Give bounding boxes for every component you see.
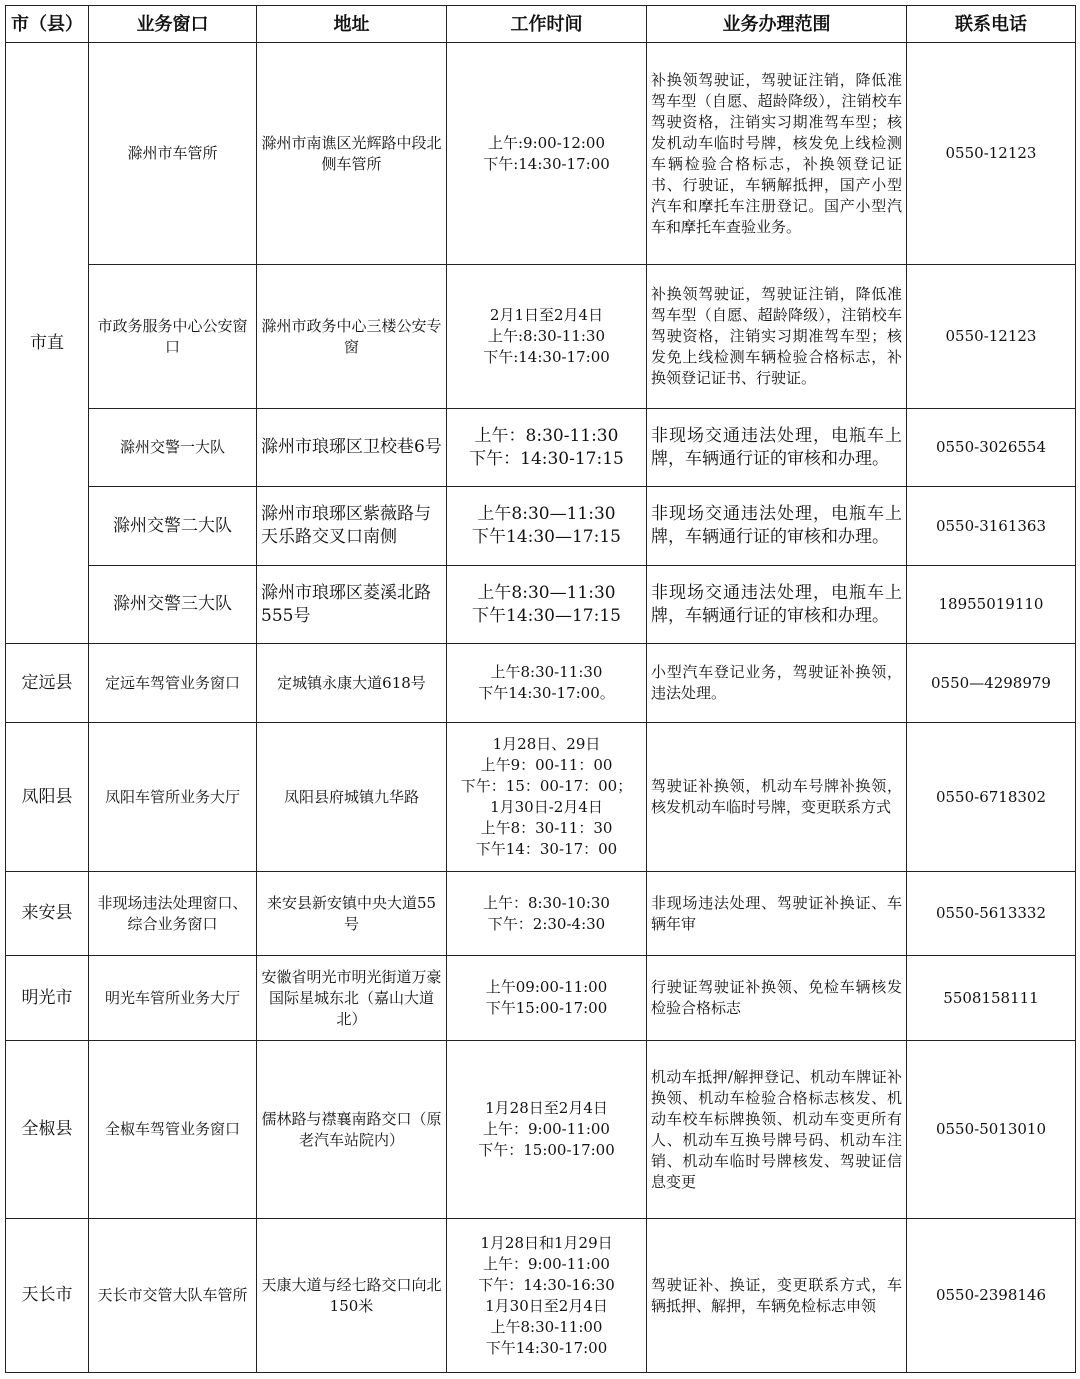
phone-cell: 0550—4298979 <box>907 644 1076 723</box>
hours-line: 上午8:30—11:30 <box>477 582 616 603</box>
address-cell: 滁州市琅琊区菱溪北路555号 <box>257 566 447 644</box>
hours-line: 下午：2:30-4:30 <box>487 914 606 933</box>
region-cell-mingguang: 明光市 <box>6 956 89 1041</box>
scope-cell: 补换领驾驶证，驾驶证注销，降低准驾车型（自愿、超龄降级），注销校车驾驶资格，注销实习期准驾车型；核发机动车临时号牌，核发免上线检测车辆检验合格标志，补换领登记证书、行驶证，车辆解抵押，国产小型汽车和摩托车注册登记。国产小型汽车和摩托车查验业务。 <box>647 43 907 265</box>
page <box>5 5 1076 1373</box>
phone-cell: 0550-3026554 <box>907 409 1076 487</box>
scope-cell: 非现场交通违法处理，电瓶车上牌，车辆通行证的审核和办理。 <box>647 487 907 566</box>
hours-cell <box>447 487 647 566</box>
scope-cell: 非现场违法处理、驾驶证补换证、车辆年审 <box>647 872 907 956</box>
hours-cell <box>447 723 647 872</box>
address-cell: 滁州市琅琊区卫校巷6号 <box>257 409 447 487</box>
region-cell-quanjiao: 全椒县 <box>6 1041 89 1219</box>
header-phone: 联系电话 <box>907 6 1076 43</box>
header-region: 市（县） <box>6 6 89 43</box>
region-cell-fengyang: 凤阳县 <box>6 723 89 872</box>
address-cell: 安徽省明光市明光街道万豪国际星城东北（嘉山大道北） <box>257 956 447 1041</box>
address-cell: 儒林路与襟襄南路交口（原老汽车站院内） <box>257 1041 447 1219</box>
hours-cell <box>447 265 647 409</box>
hours-line: 上午:8:30-11:30 <box>487 327 606 345</box>
hours-line: 2月1日至2月4日 <box>489 306 604 324</box>
window-cell: 凤阳车管所业务大厅 <box>89 723 257 872</box>
hours-cell <box>447 409 647 487</box>
scope-cell: 非现场交通违法处理，电瓶车上牌，车辆通行证的审核和办理。 <box>647 566 907 644</box>
address-cell: 定城镇永康大道618号 <box>257 644 447 723</box>
table-row <box>6 956 1076 1041</box>
hours-line: 上午:9:00-12:00 <box>487 133 606 152</box>
header-window: 业务窗口 <box>89 6 257 43</box>
hours-line: 1月28日和1月29日 <box>480 1233 613 1252</box>
hours-line: 上午：9:00-11:00 <box>483 1120 610 1138</box>
table-row <box>6 487 1076 566</box>
scope-cell: 补换领驾驶证，驾驶证注销，降低准驾车型（自愿、超龄降级），注销校车驾驶资格，注销实习期准驾车型；核发免上线检测车辆检验合格标志，补换领登记证书、行驶证。 <box>647 265 907 409</box>
scope-cell: 机动车抵押/解押登记、机动车牌证补换领、机动车检验合格标志核发、机动车校车标牌换领、机动车变更所有人、机动车互换号牌号码、机动车注销、机动车临时号牌核发、驾驶证信息变更 <box>647 1041 907 1219</box>
hours-line: 1月30日-2月4日 <box>490 798 603 816</box>
region-cell-laian: 来安县 <box>6 872 89 956</box>
phone-cell: 0550-5013010 <box>907 1041 1076 1219</box>
window-cell: 定远车驾管业务窗口 <box>89 644 257 723</box>
window-cell: 全椒车驾管业务窗口 <box>89 1041 257 1219</box>
address-cell: 滁州市琅琊区紫薇路与天乐路交叉口南侧 <box>257 487 447 566</box>
phone-cell: 0550-2398146 <box>907 1219 1076 1373</box>
scope-cell: 驾驶证补换领，机动车号牌补换领，核发机动车临时号牌，变更联系方式 <box>647 723 907 872</box>
hours-cell <box>447 43 647 265</box>
window-cell: 天长市交管大队车管所 <box>89 1219 257 1373</box>
window-cell: 市政务服务中心公安窗口 <box>89 265 257 409</box>
phone-cell: 5508158111 <box>907 956 1076 1041</box>
hours-line: 上午9：00-11：00 <box>480 756 613 774</box>
region-cell-shizhi: 市直 <box>6 43 89 644</box>
hours-cell <box>447 644 647 723</box>
address-cell: 滁州市南谯区光辉路中段北侧车管所 <box>257 43 447 265</box>
phone-cell: 0550-12123 <box>907 43 1076 265</box>
hours-line: 下午：15:00-17:00 <box>478 1141 615 1159</box>
scope-cell: 行驶证驾驶证补换领、免检车辆核发检验合格标志 <box>647 956 907 1041</box>
hours-line: 下午:14:30-17:00 <box>483 154 610 173</box>
address-cell: 凤阳县府城镇九华路 <box>257 723 447 872</box>
region-cell-dingyuan: 定远县 <box>6 644 89 723</box>
hours-line: 下午：15：00-17：00； <box>460 777 633 795</box>
hours-line: 上午8:30—11:30 <box>477 504 616 524</box>
address-cell: 天康大道与经七路交口向北150米 <box>257 1219 447 1373</box>
table-row <box>6 644 1076 723</box>
phone-cell: 0550-5613332 <box>907 872 1076 956</box>
hours-cell <box>447 1041 647 1219</box>
phone-cell: 0550-6718302 <box>907 723 1076 872</box>
hours-line: 上午：8:30-10:30 <box>483 893 610 912</box>
hours-line: 下午14:30—17:15 <box>472 605 621 626</box>
table-row <box>6 265 1076 409</box>
hours-line: 1月30日至2月4日 <box>485 1296 608 1315</box>
scope-cell: 非现场交通违法处理，电瓶车上牌，车辆通行证的审核和办理。 <box>647 409 907 487</box>
window-cell: 滁州交警一大队 <box>89 409 257 487</box>
table-row <box>6 1041 1076 1219</box>
table-row <box>6 566 1076 644</box>
phone-cell: 18955019110 <box>907 566 1076 644</box>
table-row <box>6 409 1076 487</box>
hours-line: 下午14:30-17:00。 <box>478 684 615 702</box>
hours-line: 下午:14:30-17:00 <box>483 348 610 366</box>
window-cell: 非现场违法处理窗口、综合业务窗口 <box>89 872 257 956</box>
header-address: 地址 <box>257 6 447 43</box>
hours-line: 上午：8:30-11:30 <box>474 425 619 446</box>
scope-cell: 驾驶证补、换证，变更联系方式，车辆抵押、解押，车辆免检标志申领 <box>647 1219 907 1373</box>
table-row <box>6 43 1076 265</box>
region-cell-tianchang: 天长市 <box>6 1219 89 1373</box>
scope-cell: 小型汽车登记业务，驾驶证补换领，违法处理。 <box>647 644 907 723</box>
hours-cell <box>447 956 647 1041</box>
hours-line: 下午15:00-17:00 <box>485 999 608 1017</box>
hours-line: 下午：14:30-17:15 <box>469 448 624 469</box>
address-cell: 滁州市政务中心三楼公安专窗 <box>257 265 447 409</box>
hours-line: 1月28日、29日 <box>492 735 601 753</box>
hours-cell <box>447 1219 647 1373</box>
header-scope: 业务办理范围 <box>647 6 907 43</box>
hours-line: 上午：9:00-11:00 <box>483 1254 610 1273</box>
hours-line: 上午8:30-11:30 <box>490 663 603 681</box>
hours-line: 1月28日至2月4日 <box>485 1099 608 1117</box>
hours-line: 下午14：30-17：00 <box>475 840 618 858</box>
hours-line: 上午8:30-11:00 <box>490 1317 603 1336</box>
window-cell: 明光车管所业务大厅 <box>89 956 257 1041</box>
hours-line: 上午8：30-11：30 <box>480 819 613 837</box>
phone-cell: 0550-3161363 <box>907 487 1076 566</box>
service-window-table <box>5 5 1076 1373</box>
window-cell: 滁州交警三大队 <box>89 566 257 644</box>
hours-line: 上午09:00-11:00 <box>485 978 608 996</box>
header-hours: 工作时间 <box>447 6 647 43</box>
hours-line: 下午14:30—17:15 <box>472 527 621 547</box>
table-row <box>6 723 1076 872</box>
hours-line: 下午：14:30-16:30 <box>478 1275 615 1294</box>
table-row <box>6 872 1076 956</box>
window-cell: 滁州市车管所 <box>89 43 257 265</box>
hours-cell <box>447 566 647 644</box>
phone-cell: 0550-12123 <box>907 265 1076 409</box>
address-cell: 来安县新安镇中央大道55号 <box>257 872 447 956</box>
window-cell: 滁州交警二大队 <box>89 487 257 566</box>
table-row <box>6 1219 1076 1373</box>
hours-line: 下午14:30-17:00 <box>485 1338 608 1357</box>
hours-cell <box>447 872 647 956</box>
header-row <box>6 6 1076 43</box>
